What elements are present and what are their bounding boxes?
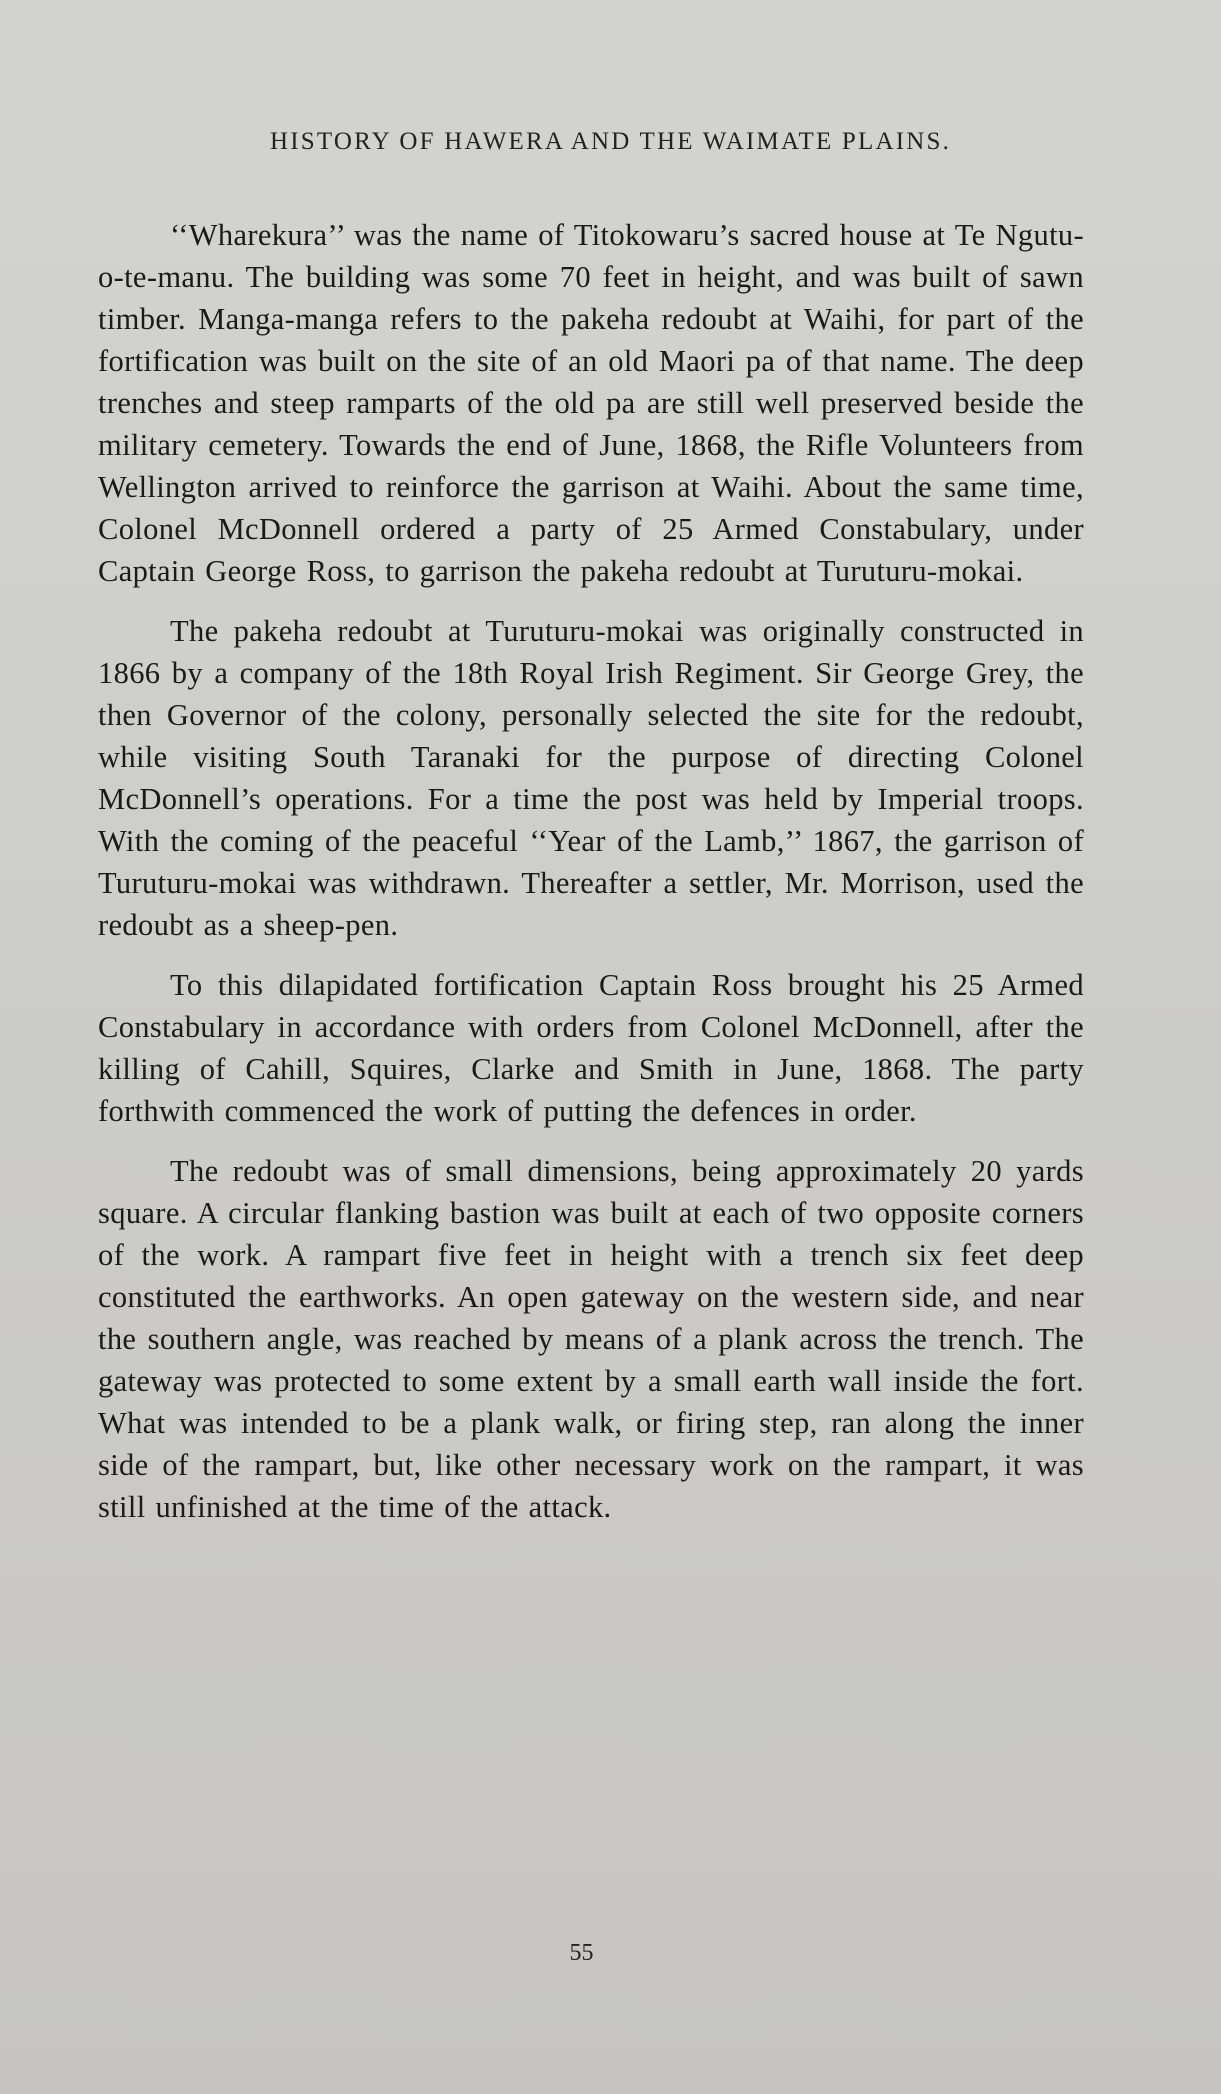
paragraph-redoubt-history: The pakeha redoubt at Turuturu-mokai was originally constructed in 1866 by a company of the 18th Royal Irish Regiment. Sir George Grey, the then Governor of the colony, personally selected the site for the redoubt, while visiting South Taranaki for the purpose of directing Colonel McDonnell’s operations. For a time the post was held by Imperial troops. With the coming of the peaceful ‘‘Year of the Lamb,’’ 1867, the garrison of Turuturu-mokai was withdrawn. Thereafter a settler, Mr. Morrison, used the redoubt as a sheep-pen. xyxy=(98,614,1084,942)
page-number: 55 xyxy=(569,1940,594,1966)
body-text xyxy=(98,214,1084,1546)
paragraph-captain-ross: To this dilapidated fortification Captain Ross brought his 25 Armed Constabulary in accordance with orders from Colonel McDonnell, after the killing of Cahill, Squires, Clarke and Smith in June, 1868. The party forthwith commenced the work of putting the defences in order. xyxy=(98,968,1084,1128)
paragraph-wharekura: ‘‘Wharekura’’ was the name of Titokowaru’s sacred house at Te Ngutu-o-te-manu. The building was some 70 feet in height, and was built of sawn timber. Manga-manga refers to the pakeha redoubt at Waihi, for part of the fortification was built on the site of an old Maori pa of that name. The deep trenches and steep ramparts of the old pa are still well preserved beside the military cemetery. Towards the end of June, 1868, the Rifle Volunteers from Wellington arrived to reinforce the garrison at Waihi. About the same time, Colonel McDonnell ordered a party of 25 Armed Constabulary, under Captain George Ross, to garrison the pakeha redoubt at Turuturu-mokai. xyxy=(98,218,1084,588)
paragraph-redoubt-dimensions: The redoubt was of small dimensions, being approximately 20 yards square. A circular flanking bastion was built at each of two opposite corners of the work. A rampart five feet in height with a trench six feet deep constituted the earthworks. An open gateway on the western side, and near the southern angle, was reached by means of a plank across the trench. The gateway was protected to some extent by a small earth wall inside the fort. What was intended to be a plank walk, or firing step, ran along the inner side of the rampart, but, like other necessary work on the rampart, it was still unfinished at the time of the attack. xyxy=(98,1154,1084,1524)
running-head: HISTORY OF HAWERA AND THE WAIMATE PLAINS. xyxy=(269,128,952,155)
